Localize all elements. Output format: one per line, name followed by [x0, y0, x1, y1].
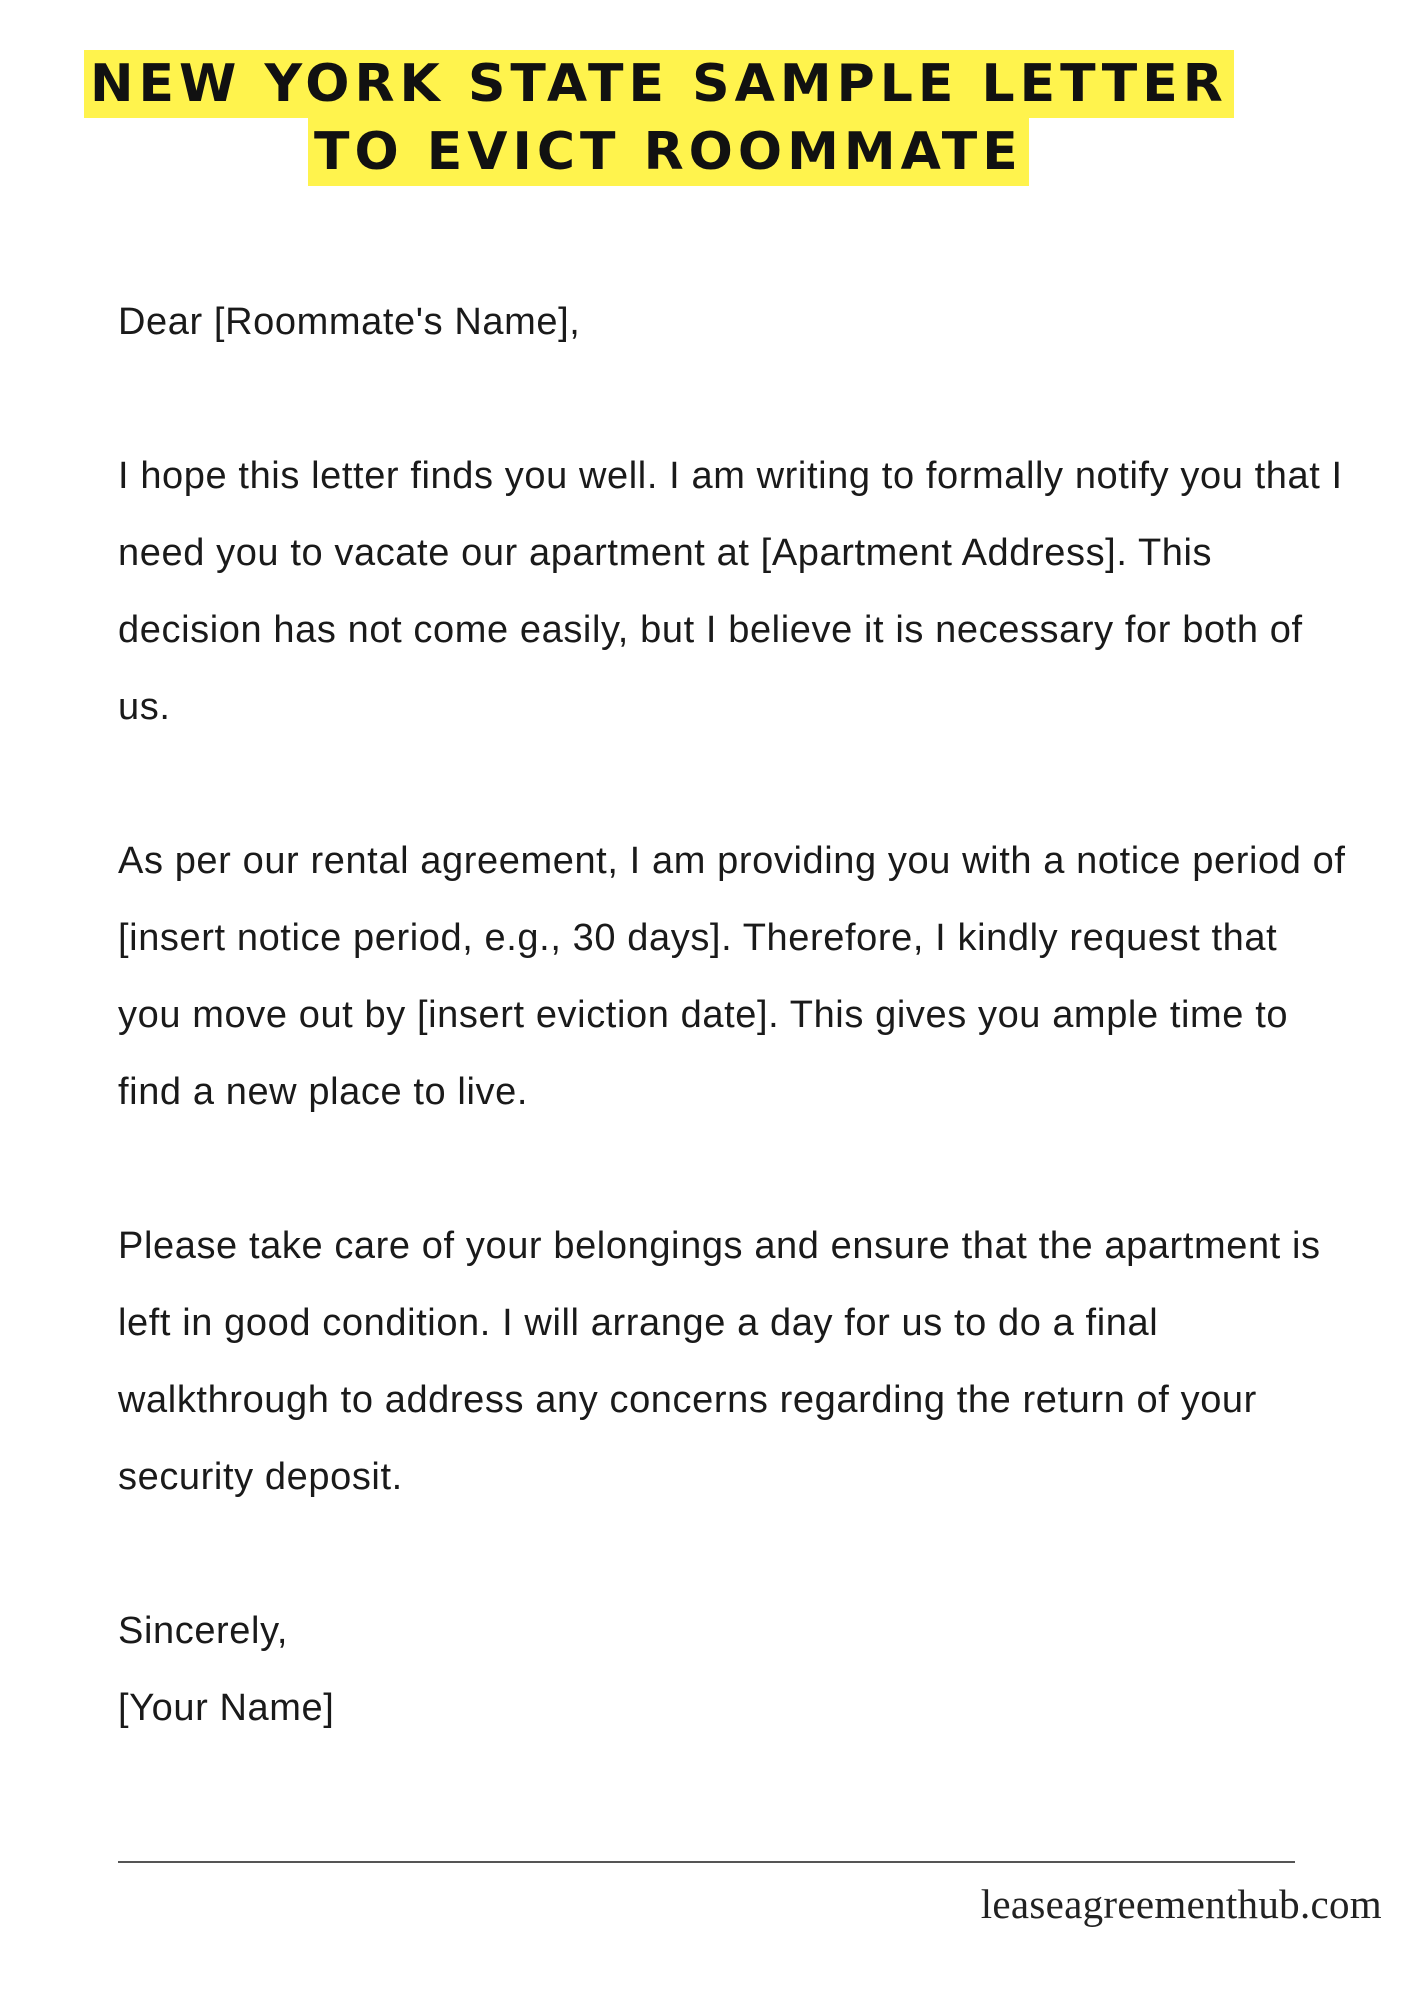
title-line-2: TO EVICT ROOMMATE — [308, 118, 1029, 186]
paragraph-2: As per our rental agreement, I am providing you with a notice period of [insert notice period, e.g., 30 days]. Therefore, I kindly request that you move out by [insert eviction date]. This gives you ample time to find a new place to live. — [118, 840, 1346, 1113]
letter-body — [118, 284, 1348, 1747]
site-name: leaseagreementhub.com — [980, 1881, 1382, 1927]
salutation: Dear [Roommate's Name], — [118, 301, 581, 343]
title-line-1: NEW YORK STATE SAMPLE LETTER — [84, 50, 1234, 118]
paragraph-3: Please take care of your belongings and ensure that the apartment is left in good condition. I will arrange a day for us to do a final walkthrough to address any concerns regarding the return of your security deposit. — [118, 1225, 1321, 1498]
paragraph-1: I hope this letter finds you well. I am writing to formally notify you that I need you to vacate our apartment at [Apartment Address]. This decision has not come easily, but I believe it is necessary for both of us. — [118, 455, 1343, 728]
closing: Sincerely, — [118, 1610, 289, 1652]
signature: [Your Name] — [118, 1687, 335, 1729]
footer-divider — [118, 1861, 1295, 1863]
